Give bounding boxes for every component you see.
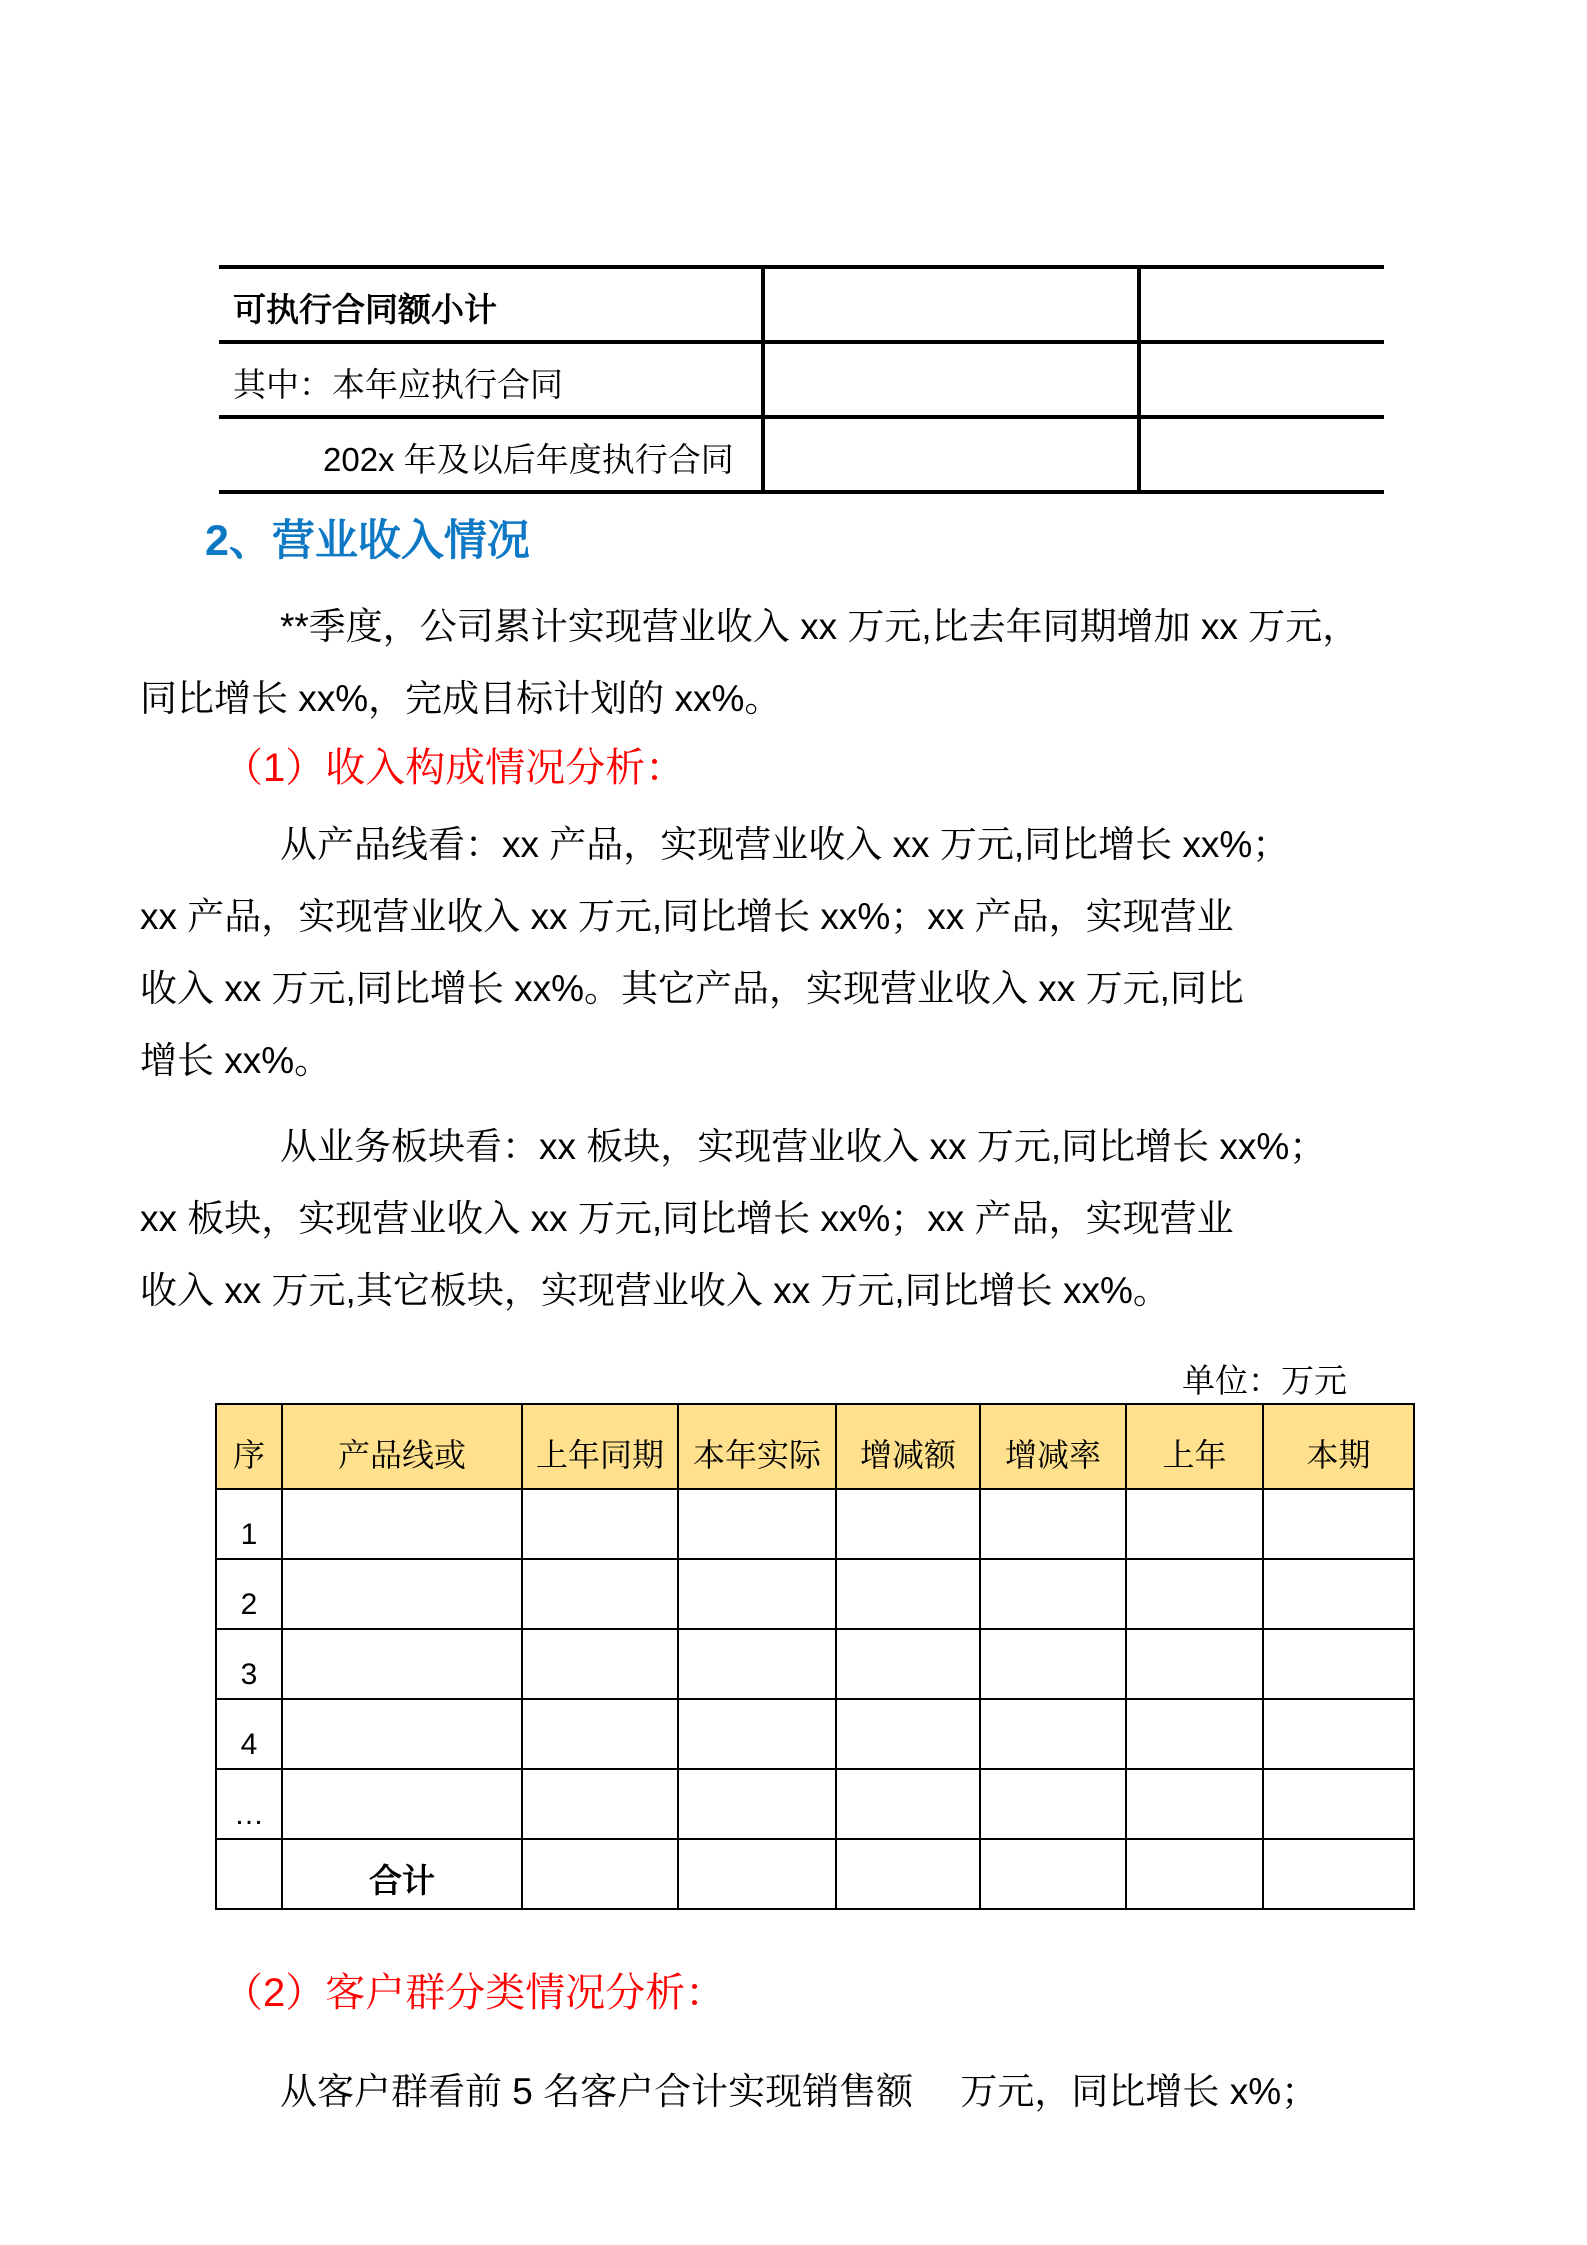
- total-label-cell: 合计: [282, 1839, 522, 1909]
- empty-cell: [282, 1629, 522, 1699]
- text-line: 收入 xx 万元,其它板块，实现营业收入 xx 万元,同比增长 xx%。: [140, 1270, 1170, 1311]
- empty-cell: [678, 1769, 836, 1839]
- empty-cell: [1263, 1629, 1414, 1699]
- empty-cell: [763, 342, 1139, 417]
- column-header-seq: 序: [216, 1404, 282, 1489]
- empty-cell: [836, 1839, 980, 1909]
- empty-cell: [522, 1839, 678, 1909]
- empty-cell: [282, 1559, 522, 1629]
- empty-cell: [282, 1699, 522, 1769]
- table-row: [216, 1699, 1414, 1769]
- empty-cell: [1263, 1489, 1414, 1559]
- text-line: **季度，公司累计实现营业收入 xx 万元,比去年同期增加 xx 万元，: [280, 606, 1360, 647]
- subheading-income-structure: （1）收入构成情况分析：: [223, 746, 686, 790]
- table-row-total: [216, 1839, 1414, 1909]
- paragraph-revenue-summary: [140, 587, 1487, 731]
- text-line: 增长 xx%。: [140, 1040, 332, 1081]
- column-header-change-rate: 增减率: [980, 1404, 1126, 1489]
- text-line: xx 板块，实现营业收入 xx 万元,同比增长 xx%；xx 产品，实现营业: [140, 1198, 1234, 1239]
- seq-cell: …: [216, 1769, 282, 1839]
- text-line: 从客户群看前 5 名客户合计实现销售额 万元，同比增长 x%；: [280, 2071, 1319, 2112]
- revenue-table: [215, 1403, 1415, 1910]
- empty-cell: [522, 1559, 678, 1629]
- empty-cell: [1126, 1769, 1263, 1839]
- empty-cell: [763, 267, 1139, 342]
- empty-cell: [1139, 267, 1384, 342]
- empty-cell: [282, 1489, 522, 1559]
- seq-cell: 3: [216, 1629, 282, 1699]
- table-row: [219, 342, 1384, 417]
- empty-cell: [980, 1559, 1126, 1629]
- empty-cell: [1139, 342, 1384, 417]
- empty-cell: [1263, 1769, 1414, 1839]
- column-header-change-amount: 增减额: [836, 1404, 980, 1489]
- empty-cell: [1126, 1559, 1263, 1629]
- text-line: 收入 xx 万元,同比增长 xx%。其它产品，实现营业收入 xx 万元,同比: [140, 968, 1244, 1009]
- seq-cell: 1: [216, 1489, 282, 1559]
- empty-cell: [1126, 1629, 1263, 1699]
- empty-cell: [836, 1489, 980, 1559]
- text-line: 从产品线看：xx 产品，实现营业收入 xx 万元,同比增长 xx%；: [280, 824, 1290, 865]
- empty-cell: [678, 1839, 836, 1909]
- text-line: 同比增长 xx%，完成目标计划的 xx%。: [140, 678, 782, 719]
- empty-cell: [678, 1559, 836, 1629]
- paragraph-business-segment: [140, 1107, 1487, 1323]
- empty-cell: [763, 417, 1139, 492]
- empty-cell: [678, 1699, 836, 1769]
- paragraph-customer-groups: [140, 2052, 1487, 2124]
- empty-cell: [980, 1769, 1126, 1839]
- empty-cell: [836, 1699, 980, 1769]
- section-heading-revenue: 2、营业收入情况: [205, 517, 530, 565]
- empty-cell: [980, 1839, 1126, 1909]
- empty-cell: [522, 1489, 678, 1559]
- column-header-product-line: 产品线或: [282, 1404, 522, 1489]
- empty-cell: [216, 1839, 282, 1909]
- contract-row-label-subtotal: 可执行合同额小计: [219, 267, 763, 342]
- empty-cell: [1126, 1699, 1263, 1769]
- empty-cell: [980, 1699, 1126, 1769]
- column-header-prior-year-period: 上年同期: [522, 1404, 678, 1489]
- table-row: [216, 1489, 1414, 1559]
- text-line: 从业务板块看：xx 板块，实现营业收入 xx 万元,同比增长 xx%；: [280, 1126, 1327, 1167]
- subheading-customer-groups: （2）客户群分类情况分析：: [223, 1971, 726, 2015]
- text-line: xx 产品，实现营业收入 xx 万元,同比增长 xx%；xx 产品，实现营业: [140, 896, 1234, 937]
- empty-cell: [980, 1489, 1126, 1559]
- unit-label: 单位：万元: [1182, 1362, 1347, 1399]
- empty-cell: [522, 1699, 678, 1769]
- empty-cell: [980, 1629, 1126, 1699]
- empty-cell: [522, 1629, 678, 1699]
- column-header-prior-year: 上年: [1126, 1404, 1263, 1489]
- contract-row-label-future-years: 202x 年及以后年度执行合同: [219, 417, 763, 492]
- empty-cell: [836, 1769, 980, 1839]
- empty-cell: [1263, 1699, 1414, 1769]
- empty-cell: [1263, 1839, 1414, 1909]
- revenue-table-header-row: [216, 1404, 1414, 1489]
- contract-summary-table: [219, 265, 1384, 494]
- empty-cell: [1263, 1559, 1414, 1629]
- empty-cell: [1126, 1489, 1263, 1559]
- empty-cell: [678, 1629, 836, 1699]
- table-row: [219, 417, 1384, 492]
- seq-cell: 2: [216, 1559, 282, 1629]
- empty-cell: [1139, 417, 1384, 492]
- empty-cell: [836, 1629, 980, 1699]
- table-row: [216, 1559, 1414, 1629]
- table-row: [216, 1769, 1414, 1839]
- column-header-current-period: 本期: [1263, 1404, 1414, 1489]
- empty-cell: [522, 1769, 678, 1839]
- table-row: [219, 267, 1384, 342]
- empty-cell: [282, 1769, 522, 1839]
- table-row: [216, 1629, 1414, 1699]
- empty-cell: [836, 1559, 980, 1629]
- empty-cell: [678, 1489, 836, 1559]
- empty-cell: [1126, 1839, 1263, 1909]
- seq-cell: 4: [216, 1699, 282, 1769]
- column-header-current-actual: 本年实际: [678, 1404, 836, 1489]
- contract-row-label-current-year: 其中：本年应执行合同: [219, 342, 763, 417]
- paragraph-product-line: [140, 805, 1487, 1093]
